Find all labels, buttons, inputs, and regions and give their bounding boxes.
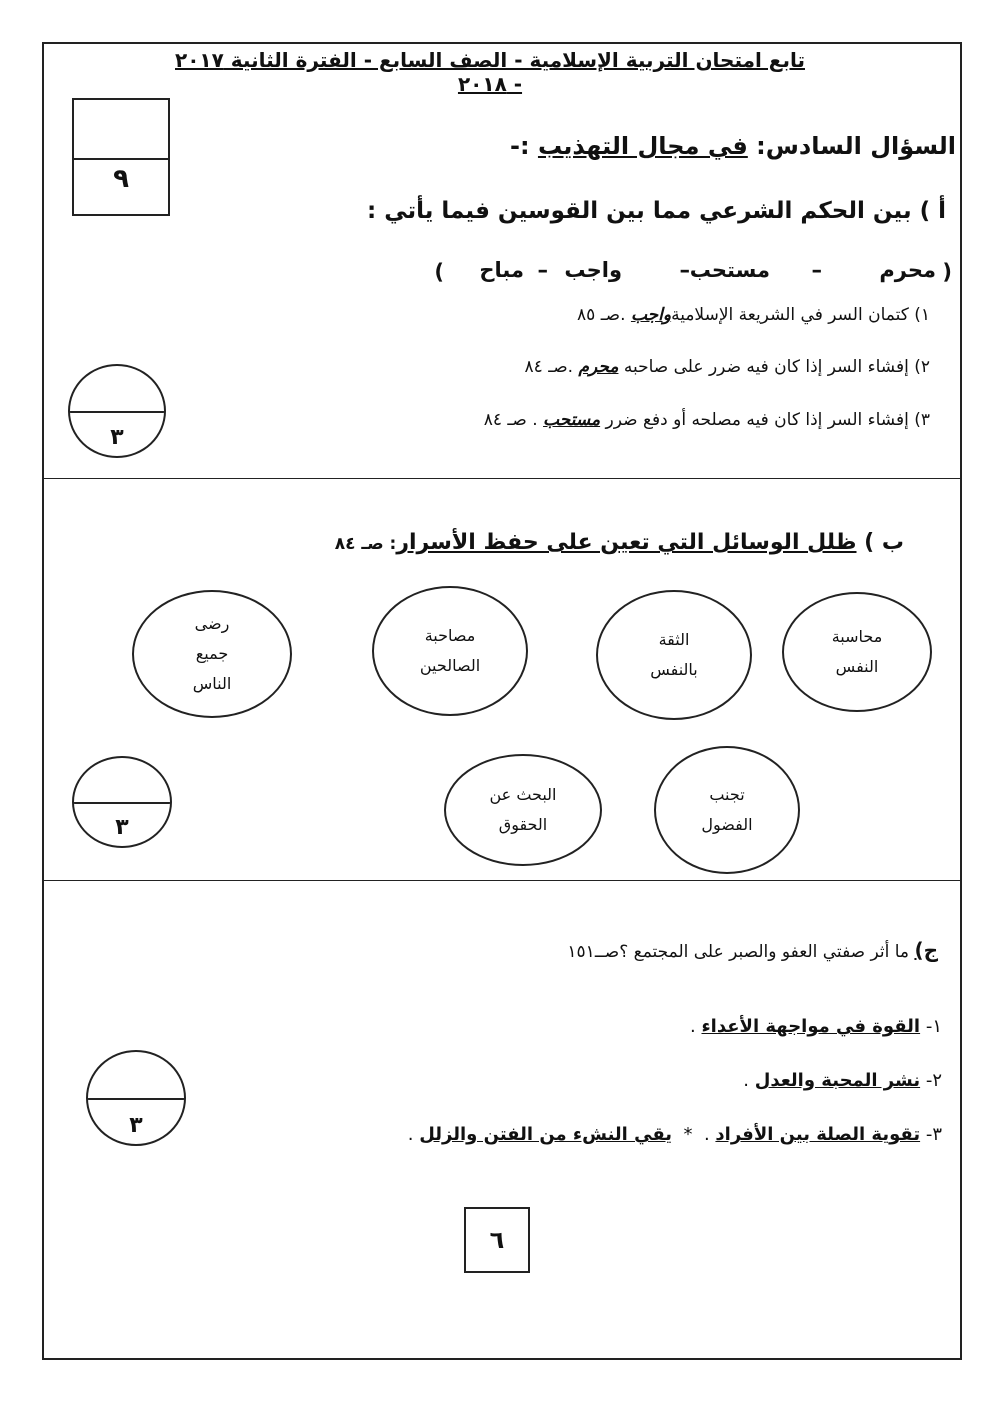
question-title <box>510 132 956 160</box>
part-c-answer-1: ١- القوة في مواجهة الأعداء . <box>690 1016 942 1037</box>
part-b-prompt: ب ) ظلل الوسائل التي تعين على حفظ الأسرار: صـ ٨٤ <box>334 530 904 555</box>
question-label: السؤال السادس: <box>756 132 956 160</box>
part-c-answer-3: ٣- تقوية الصلة بين الأفراد . * يقي النشء من الفتن والزلل . <box>407 1124 942 1145</box>
part-c-score-circle <box>86 1050 186 1146</box>
part-c-prompt: ج) ما أثر صفتي العفو والصبر على المجتمع ؟صــ١٥١ <box>567 938 938 962</box>
divider <box>42 478 962 479</box>
oval-righteous-company[interactable]: مصاحبة الصالحين <box>372 586 528 716</box>
oval-self-accounting[interactable]: محاسبة النفس <box>782 592 932 712</box>
choice-mubah: مباح <box>479 258 524 282</box>
total-score-box <box>72 98 170 216</box>
part-c-answer-2: ٢- نشر المحبة والعدل . <box>743 1070 942 1091</box>
oval-search-rights[interactable]: البحث عن الحقوق <box>444 754 602 866</box>
part-b-score: ٣ <box>115 815 129 840</box>
part-b-score-circle <box>72 756 172 848</box>
choice-muharram: محرم <box>879 258 936 282</box>
question-topic: في مجال التهذيب <box>537 132 748 160</box>
oval-avoid-curiosity[interactable]: تجنب الفضول <box>654 746 800 874</box>
page-number: ٦ <box>464 1207 530 1273</box>
part-c-score: ٣ <box>129 1113 143 1138</box>
answer-1: واجب <box>630 305 672 325</box>
total-score: ٩ <box>113 164 129 194</box>
answer-2: محرم <box>578 357 619 377</box>
part-a-prompt: أ ) بين الحكم الشرعي مما بين القوسين فيما يأتي : <box>366 198 946 224</box>
question-suffix: :- <box>510 132 530 160</box>
oval-please-all-people[interactable]: رضى جميع الناس <box>132 590 292 718</box>
choice-wajib: واجب <box>564 258 622 282</box>
choice-mustahab: مستحب <box>689 258 770 282</box>
oval-self-confidence[interactable]: الثقة بالنفس <box>596 590 752 720</box>
part-a-item-3: ٣) إفشاء السر إذا كان فيه مصلحه أو دفع ضرر مستحب . صـ ٨٤ <box>483 410 930 430</box>
answer-3: مستحب <box>543 410 601 430</box>
part-a-item-2: ٢) إفشاء السر إذا كان فيه ضرر على صاحبه محرم .صـ ٨٤ <box>524 357 930 377</box>
exam-header: تابع امتحان التربية الإسلامية - الصف السابع - الفترة الثانية ٢٠١٧ - ٢٠١٨ <box>175 48 805 96</box>
part-a-item-1: ١) كتمان السر في الشريعة الإسلاميةواجب .صـ ٨٥ <box>577 305 930 325</box>
part-a-score: ٣ <box>110 425 124 450</box>
part-a-score-circle <box>68 364 166 458</box>
divider <box>42 880 962 881</box>
